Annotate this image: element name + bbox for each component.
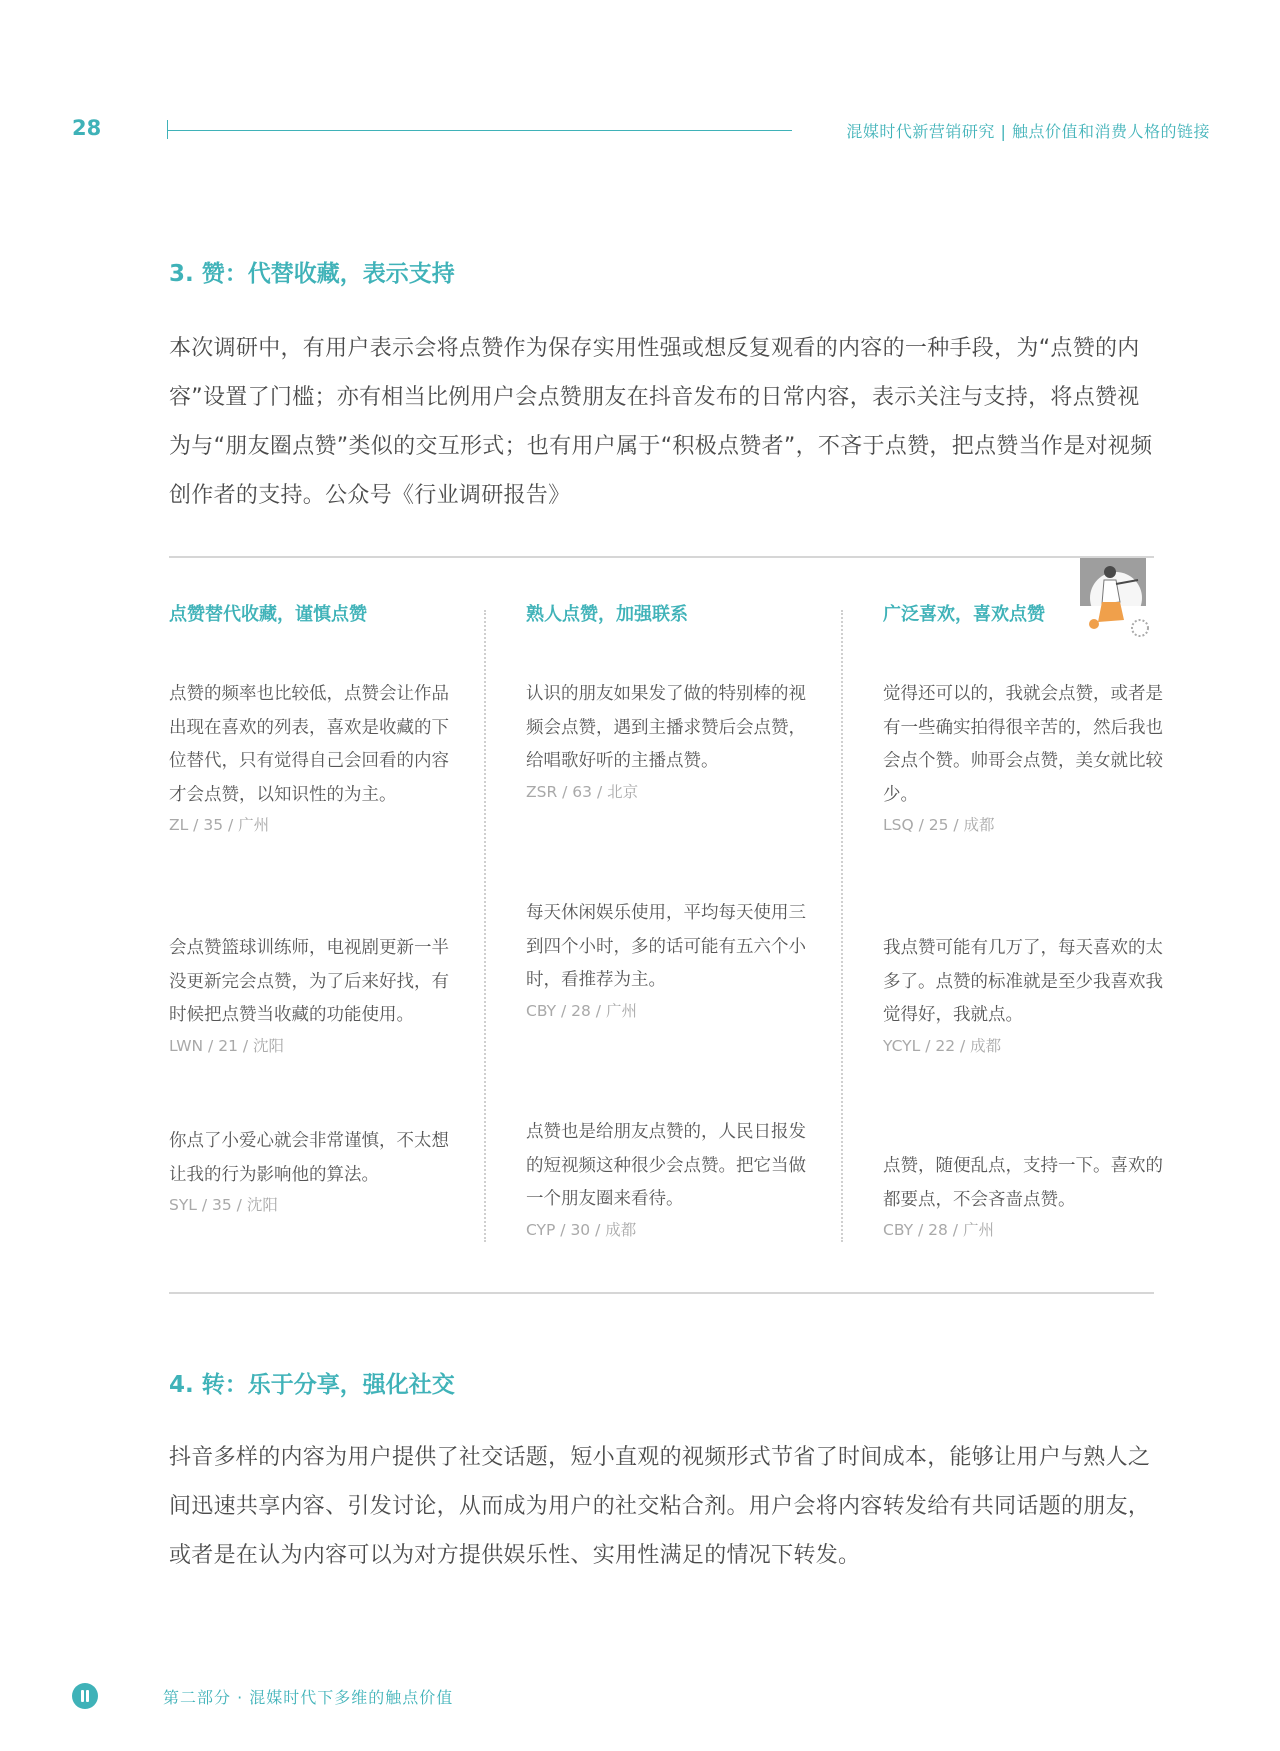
quote-text: 点赞，随便乱点，支持一下。喜欢的都要点，不会吝啬点赞。 — [883, 1156, 1163, 1210]
quote-text: 每天休闲娱乐使用，平均每天使用三到四个小时，多的话可能有五六个小时，看推荐为主。 — [526, 903, 806, 990]
quote-card — [526, 897, 806, 1024]
quote-card — [169, 1125, 449, 1218]
column-heading: 熟人点赞，加强联系 — [526, 604, 688, 625]
quotes-top-rule — [169, 556, 1154, 558]
quote-text: 我点赞可能有几万了，每天喜欢的太多了。点赞的标准就是至少我喜欢我觉得好，我就点。 — [883, 938, 1163, 1025]
quote-text: 认识的朋友如果发了做的特别棒的视频会点赞，遇到主播求赞后会点赞，给唱歌好听的主播点赞。 — [526, 684, 806, 771]
quote-text: 你点了小爱心就会非常谨慎，不太想让我的行为影响他的算法。 — [169, 1131, 449, 1185]
quote-attribution: SYL / 35 / 沈阳 — [169, 1196, 278, 1214]
column-divider — [841, 610, 843, 1242]
section-3-body: 本次调研中，有用户表示会将点赞作为保存实用性强或想反复观看的内容的一种手段，为“点赞的内容”设置了门槛；亦有相当比例用户会点赞朋友在抖音发布的日常内容，表示关注与支持，将点赞视为与“朋友圈点赞”类似的交互形式；也有用户属于“积极点赞者”，不吝于点赞，把点赞当作是对视频创作者的支持。公众号《行业调研报告》 — [169, 336, 1153, 508]
quote-card — [169, 932, 449, 1059]
quote-card — [526, 1116, 806, 1243]
quote-card — [526, 678, 806, 805]
quote-column-1 — [169, 600, 449, 634]
quote-text: 点赞的频率也比较低，点赞会让作品出现在喜欢的列表，喜欢是收藏的下位替代，只有觉得自己会回看的内容才会点赞，以知识性的为主。 — [169, 684, 449, 805]
quote-attribution: ZSR / 63 / 北京 — [526, 782, 639, 801]
quote-text: 点赞也是给朋友点赞的，人民日报发的短视频这种很少会点赞。把它当做一个朋友圈来看待。 — [526, 1122, 806, 1209]
quote-column-3 — [883, 600, 1163, 634]
footer-section-title: 第二部分 · 混媒时代下多维的触点价值 — [163, 1688, 454, 1707]
quote-column-2 — [526, 600, 806, 634]
quote-attribution: CBY / 28 / 广州 — [526, 1001, 637, 1020]
quote-card — [883, 678, 1163, 838]
section-4-body: 抖音多样的内容为用户提供了社交话题，短小直观的视频形式节省了时间成本，能够让用户与熟人之间迅速共享内容、引发讨论，从而成为用户的社交粘合剂。用户会将内容转发给有共同话题的朋友，或者是在认为内容可以为对方提供娱乐性、实用性满足的情况下转发。 — [169, 1445, 1151, 1568]
section-badge-icon — [72, 1683, 98, 1709]
column-divider — [484, 610, 486, 1242]
quote-attribution: CBY / 28 / 广州 — [883, 1221, 994, 1239]
quote-attribution: LSQ / 25 / 成都 — [883, 816, 995, 834]
page-number: 28 — [72, 116, 102, 140]
column-heading: 广泛喜欢，喜欢点赞 — [883, 604, 1045, 625]
quote-attribution: YCYL / 22 / 成都 — [883, 1036, 1002, 1055]
quote-card — [169, 678, 449, 838]
quote-text: 觉得还可以的，我就会点赞，或者是有一些确实拍得很辛苦的，然后我也会点个赞。帅哥会点赞，美女就比较少。 — [883, 684, 1163, 805]
header-rule — [167, 130, 792, 131]
quote-attribution: CYP / 30 / 成都 — [526, 1220, 637, 1239]
quote-text: 会点赞篮球训练师，电视剧更新一半没更新完会点赞，为了后来好找，有时候把点赞当收藏的功能使用。 — [169, 938, 449, 1025]
quote-attribution: ZL / 35 / 广州 — [169, 816, 270, 834]
column-heading: 点赞替代收藏，谨慎点赞 — [169, 604, 367, 625]
quote-attribution: LWN / 21 / 沈阳 — [169, 1036, 285, 1055]
running-header-title: 混媒时代新营销研究 | 触点价值和消费人格的链接 — [846, 122, 1210, 141]
section-4-heading: 4. 转：乐于分享，强化社交 — [169, 1372, 455, 1398]
quotes-bottom-rule — [169, 1292, 1154, 1294]
quote-card — [883, 1150, 1163, 1243]
section-3-heading: 3. 赞：代替收藏，表示支持 — [169, 261, 455, 287]
quote-card — [883, 932, 1163, 1059]
